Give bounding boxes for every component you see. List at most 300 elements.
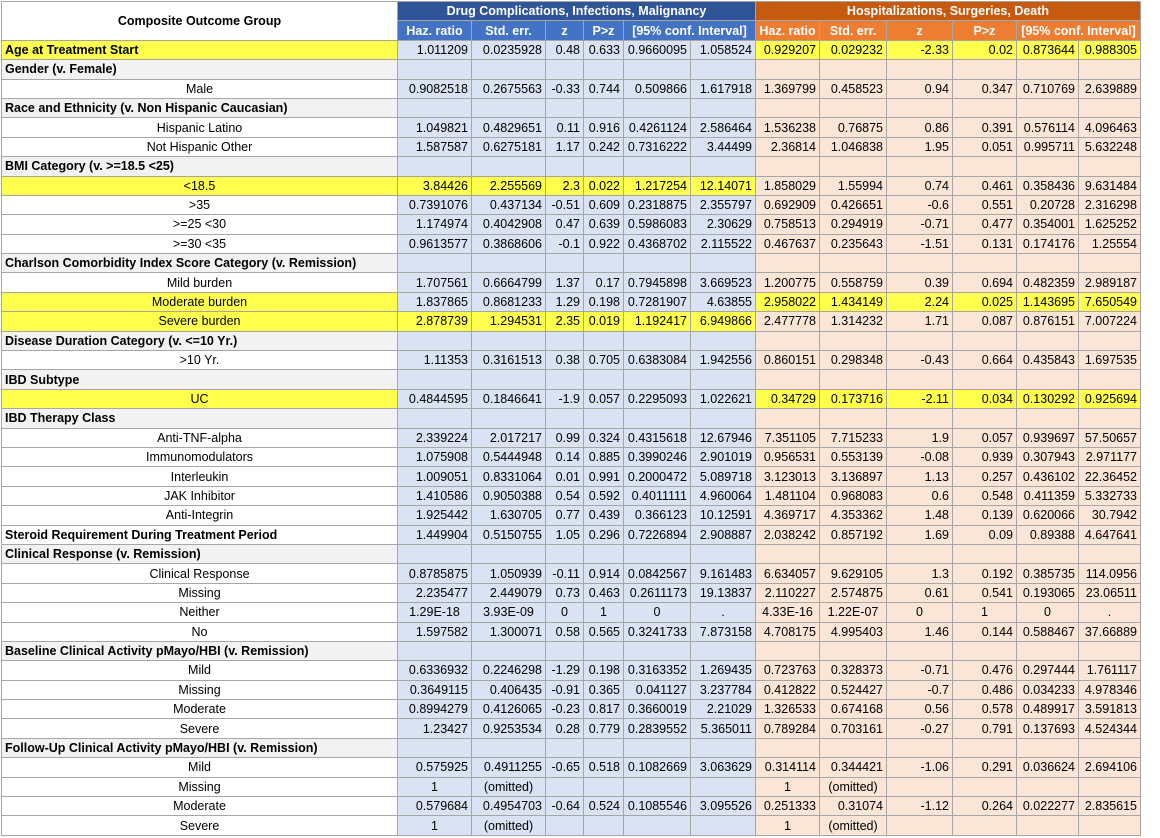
hosp-ci-upper-cell: 0.925694 <box>1079 389 1141 408</box>
hosp-std-err-cell: 4.353362 <box>820 506 887 525</box>
drug-std-err-cell: 0.4954703 <box>472 797 546 816</box>
hosp-ci-lower-cell: 0.873644 <box>1017 40 1079 59</box>
empty-cell <box>820 641 887 660</box>
empty-cell <box>756 157 820 176</box>
drug-haz-ratio-cell: 0.6336932 <box>398 661 472 680</box>
drug-p-value-cell: 0.324 <box>584 428 624 447</box>
empty-cell <box>624 157 691 176</box>
section-header-row <box>2 331 1141 350</box>
empty-cell <box>624 641 691 660</box>
hosp-haz-ratio-cell: 1.481104 <box>756 486 820 505</box>
table-row <box>2 758 1141 777</box>
empty-cell <box>1017 157 1079 176</box>
col-header-conf-interval: [95% conf. Interval] <box>624 21 756 40</box>
empty-cell <box>624 409 691 428</box>
empty-cell <box>887 738 953 757</box>
empty-cell <box>953 738 1017 757</box>
empty-cell <box>1079 370 1141 389</box>
empty-cell <box>820 370 887 389</box>
drug-p-value-cell: 0.17 <box>584 273 624 292</box>
drug-ci-lower-cell <box>624 777 691 796</box>
table-row <box>2 447 1141 466</box>
hosp-ci-lower-cell: 0.036624 <box>1017 758 1079 777</box>
drug-p-value-cell: 0.609 <box>584 195 624 214</box>
hosp-ci-lower-cell: 0 <box>1017 603 1079 622</box>
drug-haz-ratio-cell: 0.579684 <box>398 797 472 816</box>
empty-cell <box>691 370 756 389</box>
hosp-haz-ratio-cell: 1.369799 <box>756 79 820 98</box>
drug-z-cell: -1.29 <box>546 661 584 680</box>
section-label: BMI Category (v. >=18.5 <25) <box>2 157 398 176</box>
hosp-ci-lower-cell: 0.588467 <box>1017 622 1079 641</box>
row-label: JAK Inhibitor <box>2 486 398 505</box>
drug-z-cell: 0.14 <box>546 447 584 466</box>
hosp-ci-upper-cell: 0.988305 <box>1079 40 1141 59</box>
drug-p-value-cell: 1 <box>584 603 624 622</box>
drug-z-cell: 0.28 <box>546 719 584 738</box>
drug-haz-ratio-cell: 2.339224 <box>398 428 472 447</box>
col-header-conf-interval: [95% conf. Interval] <box>1017 21 1141 40</box>
hosp-z-cell: -0.71 <box>887 661 953 680</box>
hosp-ci-lower-cell: 0.022277 <box>1017 797 1079 816</box>
drug-haz-ratio-cell: 2.878739 <box>398 312 472 331</box>
drug-z-cell: 0.11 <box>546 118 584 137</box>
empty-cell <box>756 98 820 117</box>
hosp-ci-upper-cell: 4.096463 <box>1079 118 1141 137</box>
drug-ci-upper-cell: 9.161483 <box>691 564 756 583</box>
corner-header: Composite Outcome Group <box>2 2 398 41</box>
section-header-row <box>2 157 1141 176</box>
section-header-row <box>2 254 1141 273</box>
hosp-z-cell: -0.43 <box>887 351 953 370</box>
drug-std-err-cell: 0.5444948 <box>472 447 546 466</box>
hosp-ci-lower-cell: 0.435843 <box>1017 351 1079 370</box>
drug-p-value-cell: 0.916 <box>584 118 624 137</box>
row-label: Mild <box>2 758 398 777</box>
hosp-z-cell: -0.6 <box>887 195 953 214</box>
hosp-haz-ratio-cell: 1.200775 <box>756 273 820 292</box>
drug-ci-upper-cell: 1.942556 <box>691 351 756 370</box>
hosp-ci-lower-cell <box>1017 816 1079 835</box>
drug-ci-lower-cell: 0.7316222 <box>624 137 691 156</box>
empty-cell <box>1079 544 1141 563</box>
empty-cell <box>472 738 546 757</box>
hosp-ci-lower-cell: 0.995711 <box>1017 137 1079 156</box>
section-label: Follow-Up Clinical Activity pMayo/HBI (v. Remission) <box>2 738 398 757</box>
col-header-p: P>z <box>953 21 1017 40</box>
drug-ci-upper-cell: 2.901019 <box>691 447 756 466</box>
row-label: Hispanic Latino <box>2 118 398 137</box>
empty-cell <box>887 409 953 428</box>
hosp-z-cell: 1.3 <box>887 564 953 583</box>
hosp-haz-ratio-cell: 0.860151 <box>756 351 820 370</box>
table-row <box>2 195 1141 214</box>
hosp-haz-ratio-cell: 1 <box>756 816 820 835</box>
hosp-ci-lower-cell: 0.130292 <box>1017 389 1079 408</box>
empty-cell <box>546 254 584 273</box>
row-label: Anti-Integrin <box>2 506 398 525</box>
drug-z-cell: 0.48 <box>546 40 584 59</box>
drug-z-cell: -0.51 <box>546 195 584 214</box>
empty-cell <box>756 331 820 350</box>
drug-haz-ratio-cell: 1.075908 <box>398 447 472 466</box>
row-label: Not Hispanic Other <box>2 137 398 156</box>
drug-p-value-cell: 0.019 <box>584 312 624 331</box>
drug-ci-lower-cell: 0.7281907 <box>624 292 691 311</box>
hosp-z-cell: -1.51 <box>887 234 953 253</box>
drug-std-err-cell: 1.294531 <box>472 312 546 331</box>
empty-cell <box>398 331 472 350</box>
table-row <box>2 292 1141 311</box>
hosp-ci-lower-cell: 0.354001 <box>1017 215 1079 234</box>
hosp-haz-ratio-cell: 2.038242 <box>756 525 820 544</box>
hosp-haz-ratio-cell: 1.536238 <box>756 118 820 137</box>
empty-cell <box>1017 254 1079 273</box>
empty-cell <box>546 409 584 428</box>
hosp-ci-upper-cell: 1.25554 <box>1079 234 1141 253</box>
hosp-ci-upper-cell: 2.694106 <box>1079 758 1141 777</box>
drug-ci-lower-cell: 0.6383084 <box>624 351 691 370</box>
drug-std-err-cell: 0.6664799 <box>472 273 546 292</box>
empty-cell <box>1017 641 1079 660</box>
drug-z-cell: 0.01 <box>546 467 584 486</box>
empty-cell <box>472 254 546 273</box>
hosp-haz-ratio-cell: 1.858029 <box>756 176 820 195</box>
table-row <box>2 777 1141 796</box>
drug-z-cell: 0.54 <box>546 486 584 505</box>
hosp-p-value-cell: 0.034 <box>953 389 1017 408</box>
table-row <box>2 603 1141 622</box>
drug-haz-ratio-cell: 1.174974 <box>398 215 472 234</box>
hosp-haz-ratio-cell: 4.33E-16 <box>756 603 820 622</box>
hosp-z-cell: 0.39 <box>887 273 953 292</box>
drug-p-value-cell: 0.885 <box>584 447 624 466</box>
empty-cell <box>1017 331 1079 350</box>
drug-ci-upper-cell: 12.67946 <box>691 428 756 447</box>
drug-ci-lower-cell: 0.3660019 <box>624 700 691 719</box>
drug-p-value-cell: 0.817 <box>584 700 624 719</box>
drug-std-err-cell: 0.2246298 <box>472 661 546 680</box>
hosp-p-value-cell: 0.391 <box>953 118 1017 137</box>
drug-z-cell <box>546 777 584 796</box>
hosp-z-cell: -0.71 <box>887 215 953 234</box>
drug-z-cell: -0.64 <box>546 797 584 816</box>
row-label: >=30 <35 <box>2 234 398 253</box>
drug-ci-lower-cell: 0.9660095 <box>624 40 691 59</box>
empty-cell <box>546 60 584 79</box>
hosp-std-err-cell: 1.22E-07 <box>820 603 887 622</box>
section-header-row <box>2 60 1141 79</box>
drug-ci-lower-cell: 0.4011111 <box>624 486 691 505</box>
hosp-std-err-cell: (omitted) <box>820 777 887 796</box>
hosp-ci-lower-cell: 0.620066 <box>1017 506 1079 525</box>
hosp-p-value-cell: 0.791 <box>953 719 1017 738</box>
drug-p-value-cell: 0.705 <box>584 351 624 370</box>
hosp-p-value-cell: 0.192 <box>953 564 1017 583</box>
hosp-p-value-cell: 0.486 <box>953 680 1017 699</box>
drug-p-value-cell: 0.022 <box>584 176 624 195</box>
hosp-haz-ratio-cell: 7.351105 <box>756 428 820 447</box>
hosp-ci-lower-cell: 0.297444 <box>1017 661 1079 680</box>
table-row <box>2 622 1141 641</box>
empty-cell <box>398 409 472 428</box>
drug-haz-ratio-cell: 1.707561 <box>398 273 472 292</box>
hosp-ci-lower-cell: 0.358436 <box>1017 176 1079 195</box>
empty-cell <box>953 331 1017 350</box>
drug-haz-ratio-cell: 1.925442 <box>398 506 472 525</box>
hosp-std-err-cell: 0.968083 <box>820 486 887 505</box>
hosp-ci-upper-cell: 3.591813 <box>1079 700 1141 719</box>
hosp-std-err-cell: 0.298348 <box>820 351 887 370</box>
drug-ci-upper-cell: 3.669523 <box>691 273 756 292</box>
drug-ci-upper-cell: 2.30629 <box>691 215 756 234</box>
row-label: Moderate burden <box>2 292 398 311</box>
hosp-z-cell <box>887 777 953 796</box>
drug-haz-ratio-cell: 1 <box>398 816 472 835</box>
hosp-haz-ratio-cell: 2.958022 <box>756 292 820 311</box>
hosp-p-value-cell: 0.057 <box>953 428 1017 447</box>
table-row <box>2 525 1141 544</box>
hosp-z-cell: -0.7 <box>887 680 953 699</box>
table-row <box>2 215 1141 234</box>
empty-cell <box>472 641 546 660</box>
col-header-haz-ratio: Haz. ratio <box>756 21 820 40</box>
hosp-std-err-cell: 0.458523 <box>820 79 887 98</box>
hosp-z-cell: -0.27 <box>887 719 953 738</box>
section-header-row <box>2 544 1141 563</box>
hosp-z-cell <box>887 816 953 835</box>
drug-z-cell: 0.38 <box>546 351 584 370</box>
drug-p-value-cell: 0.779 <box>584 719 624 738</box>
table-row <box>2 486 1141 505</box>
drug-haz-ratio-cell: 1.449904 <box>398 525 472 544</box>
empty-cell <box>756 641 820 660</box>
hosp-z-cell: 1.46 <box>887 622 953 641</box>
empty-cell <box>1017 98 1079 117</box>
hosp-haz-ratio-cell: 0.251333 <box>756 797 820 816</box>
section-label: Disease Duration Category (v. <=10 Yr.) <box>2 331 398 350</box>
drug-std-err-cell: 0.0235928 <box>472 40 546 59</box>
hosp-std-err-cell: 0.344421 <box>820 758 887 777</box>
col-header-p: P>z <box>584 21 624 40</box>
drug-ci-upper-cell: 19.13837 <box>691 583 756 602</box>
hosp-ci-lower-cell: 0.174176 <box>1017 234 1079 253</box>
empty-cell <box>584 544 624 563</box>
drug-haz-ratio-cell: 1.837865 <box>398 292 472 311</box>
hosp-p-value-cell: 0.664 <box>953 351 1017 370</box>
drug-haz-ratio-cell: 3.84426 <box>398 176 472 195</box>
empty-cell <box>472 60 546 79</box>
row-label: Interleukin <box>2 467 398 486</box>
drug-std-err-cell: 3.93E-09 <box>472 603 546 622</box>
empty-cell <box>691 641 756 660</box>
empty-cell <box>887 60 953 79</box>
hosp-haz-ratio-cell: 2.477778 <box>756 312 820 331</box>
row-label: Anti-TNF-alpha <box>2 428 398 447</box>
drug-ci-upper-cell: 12.14071 <box>691 176 756 195</box>
empty-cell <box>546 544 584 563</box>
table-row <box>2 273 1141 292</box>
drug-std-err-cell: 0.4911255 <box>472 758 546 777</box>
drug-ci-upper-cell: 2.21029 <box>691 700 756 719</box>
drug-ci-upper-cell: 2.586464 <box>691 118 756 137</box>
drug-ci-upper-cell <box>691 816 756 835</box>
drug-ci-lower-cell: 0.1085546 <box>624 797 691 816</box>
hosp-haz-ratio-cell: 0.412822 <box>756 680 820 699</box>
hosp-ci-upper-cell: 114.0956 <box>1079 564 1141 583</box>
hosp-ci-upper-cell <box>1079 777 1141 796</box>
drug-haz-ratio-cell: 0.8785875 <box>398 564 472 583</box>
empty-cell <box>756 254 820 273</box>
drug-z-cell: 1.29 <box>546 292 584 311</box>
empty-cell <box>584 641 624 660</box>
hosp-z-cell: 1.48 <box>887 506 953 525</box>
drug-ci-upper-cell: 5.089718 <box>691 467 756 486</box>
hosp-z-cell: 1.9 <box>887 428 953 447</box>
empty-cell <box>820 98 887 117</box>
drug-ci-upper-cell: 2.355797 <box>691 195 756 214</box>
drug-haz-ratio-cell: 0.4844595 <box>398 389 472 408</box>
drug-haz-ratio-cell: 1.011209 <box>398 40 472 59</box>
section-label: Baseline Clinical Activity pMayo/HBI (v. Remission) <box>2 641 398 660</box>
drug-haz-ratio-cell: 1.587587 <box>398 137 472 156</box>
hosp-p-value-cell: 0.548 <box>953 486 1017 505</box>
hosp-p-value-cell: 0.131 <box>953 234 1017 253</box>
row-label: Age at Treatment Start <box>2 40 398 59</box>
empty-cell <box>624 738 691 757</box>
empty-cell <box>691 738 756 757</box>
row-label: UC <box>2 389 398 408</box>
empty-cell <box>887 331 953 350</box>
hosp-std-err-cell: 0.553139 <box>820 447 887 466</box>
empty-cell <box>1079 738 1141 757</box>
row-label: Moderate <box>2 797 398 816</box>
drug-p-value-cell: 0.463 <box>584 583 624 602</box>
hosp-ci-upper-cell: 5.632248 <box>1079 137 1141 156</box>
section-header-row <box>2 370 1141 389</box>
drug-z-cell: 0.58 <box>546 622 584 641</box>
table-row <box>2 351 1141 370</box>
drug-p-value-cell: 0.633 <box>584 40 624 59</box>
hosp-p-value-cell: 0.347 <box>953 79 1017 98</box>
row-label: Missing <box>2 680 398 699</box>
row-label: Mild <box>2 661 398 680</box>
row-label: Severe <box>2 719 398 738</box>
drug-p-value-cell: 0.914 <box>584 564 624 583</box>
hosp-ci-upper-cell: 2.835615 <box>1079 797 1141 816</box>
drug-haz-ratio-cell: 1.049821 <box>398 118 472 137</box>
hosp-std-err-cell: 0.426651 <box>820 195 887 214</box>
drug-ci-upper-cell <box>691 777 756 796</box>
drug-ci-lower-cell: 0.366123 <box>624 506 691 525</box>
empty-cell <box>1079 157 1141 176</box>
drug-z-cell: 2.35 <box>546 312 584 331</box>
hosp-p-value-cell: 0.541 <box>953 583 1017 602</box>
drug-std-err-cell: 0.3868606 <box>472 234 546 253</box>
empty-cell <box>953 98 1017 117</box>
empty-cell <box>887 370 953 389</box>
drug-p-value-cell: 0.744 <box>584 79 624 98</box>
empty-cell <box>756 738 820 757</box>
hosp-p-value-cell: 0.087 <box>953 312 1017 331</box>
empty-cell <box>820 254 887 273</box>
col-header-haz-ratio: Haz. ratio <box>398 21 472 40</box>
drug-haz-ratio-cell: 1.597582 <box>398 622 472 641</box>
empty-cell <box>887 157 953 176</box>
drug-ci-lower-cell: 0.2318875 <box>624 195 691 214</box>
empty-cell <box>953 157 1017 176</box>
empty-cell <box>820 544 887 563</box>
section-label: Charlson Comorbidity Index Score Category (v. Remission) <box>2 254 398 273</box>
hosp-ci-upper-cell: 57.50657 <box>1079 428 1141 447</box>
empty-cell <box>584 331 624 350</box>
drug-std-err-cell: 0.406435 <box>472 680 546 699</box>
empty-cell <box>546 738 584 757</box>
empty-cell <box>472 157 546 176</box>
drug-ci-lower-cell: 0.4261124 <box>624 118 691 137</box>
hosp-haz-ratio-cell: 1.326533 <box>756 700 820 719</box>
table-row <box>2 234 1141 253</box>
hosp-std-err-cell: 0.857192 <box>820 525 887 544</box>
empty-cell <box>887 544 953 563</box>
drug-z-cell: 0.47 <box>546 215 584 234</box>
row-label: Steroid Requirement During Treatment Period <box>2 525 398 544</box>
empty-cell <box>546 641 584 660</box>
hosp-haz-ratio-cell: 0.467637 <box>756 234 820 253</box>
table-row <box>2 312 1141 331</box>
hosp-ci-upper-cell: 4.524344 <box>1079 719 1141 738</box>
table-row <box>2 564 1141 583</box>
empty-cell <box>953 254 1017 273</box>
hosp-z-cell: -2.33 <box>887 40 953 59</box>
hosp-z-cell: 0.61 <box>887 583 953 602</box>
hosp-haz-ratio-cell: 1 <box>756 777 820 796</box>
drug-std-err-cell: (omitted) <box>472 816 546 835</box>
empty-cell <box>691 60 756 79</box>
empty-cell <box>584 60 624 79</box>
hosp-p-value-cell: 1 <box>953 603 1017 622</box>
hosp-ci-lower-cell: 0.385735 <box>1017 564 1079 583</box>
empty-cell <box>472 331 546 350</box>
hosp-std-err-cell: 0.674168 <box>820 700 887 719</box>
drug-p-value-cell: 0.991 <box>584 467 624 486</box>
hosp-ci-lower-cell: 0.307943 <box>1017 447 1079 466</box>
drug-z-cell: -0.23 <box>546 700 584 719</box>
drug-std-err-cell: 0.3161513 <box>472 351 546 370</box>
hosp-p-value-cell: 0.09 <box>953 525 1017 544</box>
table-row <box>2 506 1141 525</box>
drug-haz-ratio-cell: 1.009051 <box>398 467 472 486</box>
hosp-ci-lower-cell: 0.20728 <box>1017 195 1079 214</box>
drug-ci-lower-cell: 1.217254 <box>624 176 691 195</box>
drug-haz-ratio-cell: 1.23427 <box>398 719 472 738</box>
drug-ci-lower-cell: 0.2000472 <box>624 467 691 486</box>
hosp-std-err-cell: 1.434149 <box>820 292 887 311</box>
drug-p-value-cell: 0.296 <box>584 525 624 544</box>
hosp-z-cell: -1.06 <box>887 758 953 777</box>
drug-z-cell <box>546 816 584 835</box>
drug-ci-upper-cell: 4.63855 <box>691 292 756 311</box>
hosp-std-err-cell: 0.31074 <box>820 797 887 816</box>
drug-ci-lower-cell: 0.1082669 <box>624 758 691 777</box>
empty-cell <box>756 544 820 563</box>
drug-ci-lower-cell: 0 <box>624 603 691 622</box>
empty-cell <box>546 331 584 350</box>
hosp-ci-lower-cell: 0.034233 <box>1017 680 1079 699</box>
hosp-ci-upper-cell: 1.625252 <box>1079 215 1141 234</box>
empty-cell <box>624 98 691 117</box>
drug-p-value-cell: 0.922 <box>584 234 624 253</box>
